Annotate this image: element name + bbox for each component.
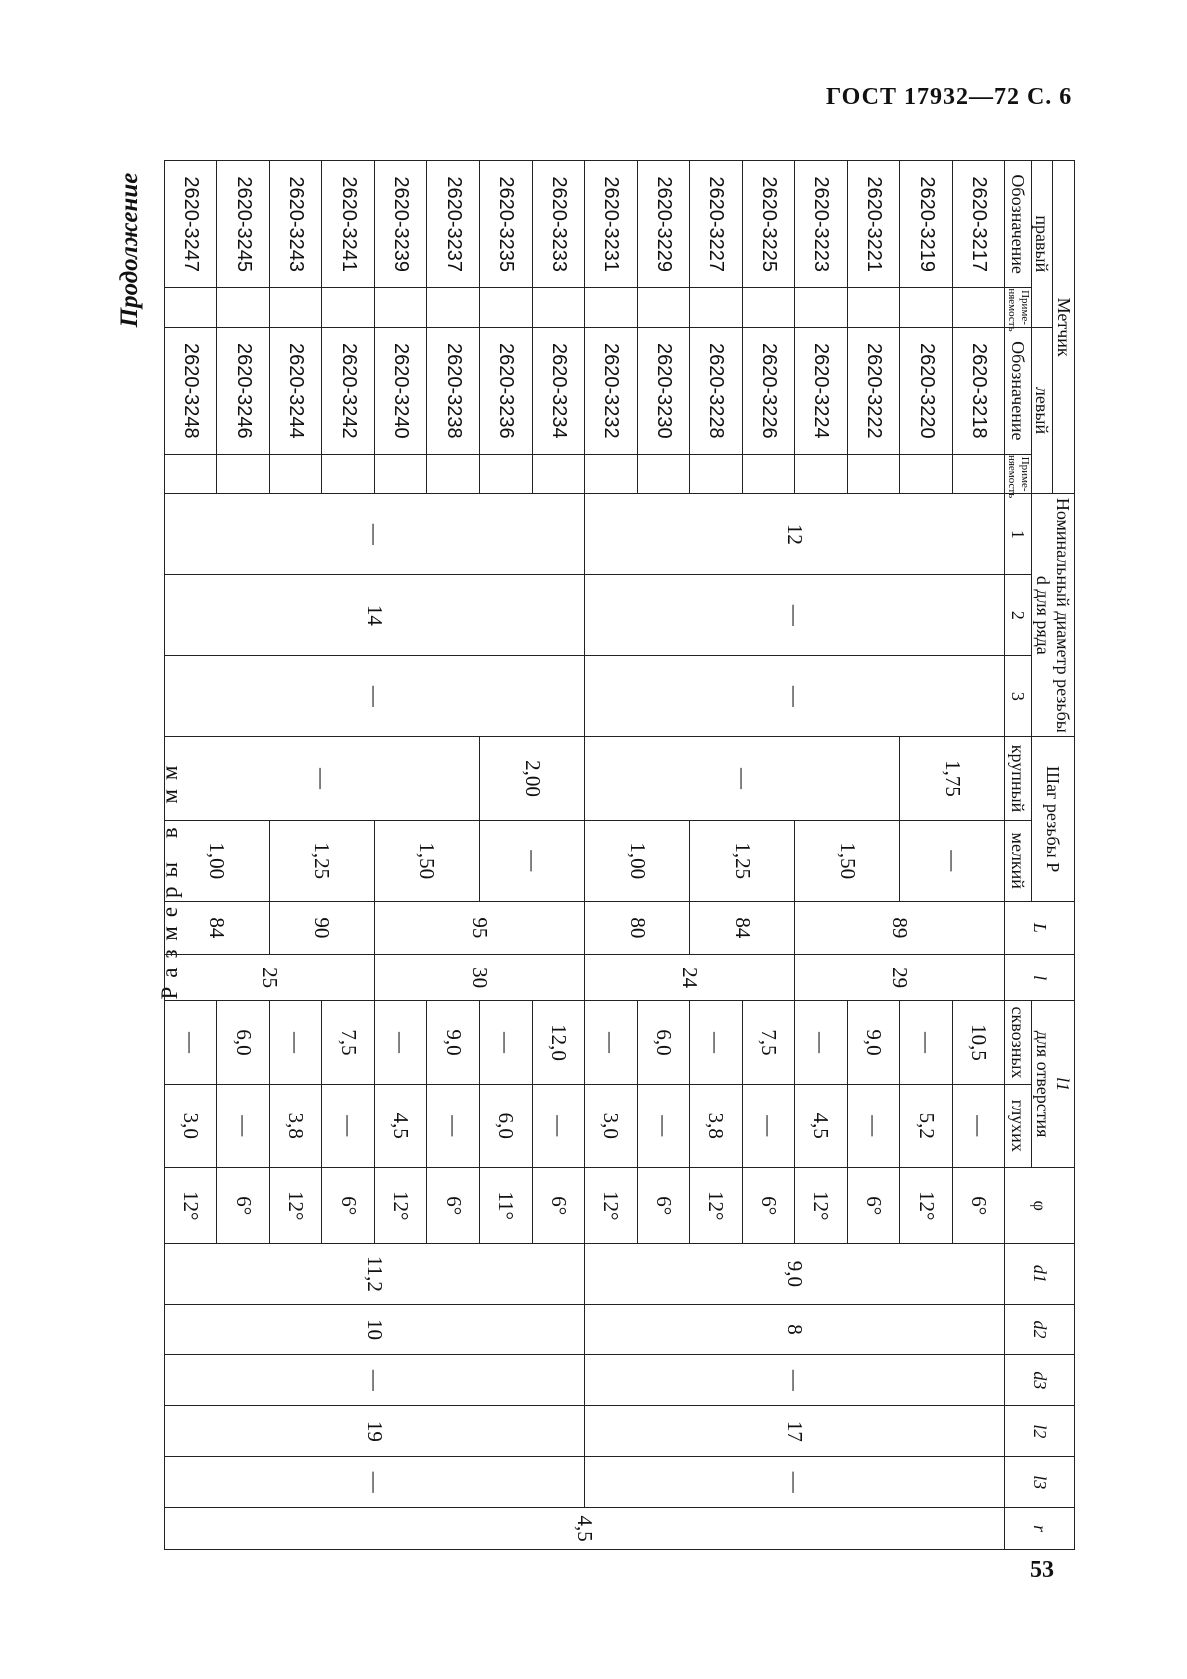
nominal-row2: — <box>585 575 1005 656</box>
pitch-fine: — <box>480 820 585 901</box>
l2-value: 19 <box>164 1406 584 1457</box>
phi-value: 6° <box>952 1167 1005 1243</box>
left-applicability <box>374 454 427 493</box>
left-designation: 2620-3218 <box>952 327 1005 454</box>
l1-blind: 4,5 <box>374 1084 427 1167</box>
right-designation: 2620-3231 <box>585 161 638 288</box>
left-applicability-header: Приме-няемость <box>1005 454 1031 499</box>
table-row <box>952 161 1005 1550</box>
left-applicability <box>164 454 217 493</box>
right-applicability <box>217 288 270 327</box>
right-applicability <box>532 288 585 327</box>
left-applicability <box>742 454 795 493</box>
right-applicability <box>795 288 848 327</box>
right-applicability <box>427 288 480 327</box>
r-value: 4,5 <box>164 1508 1005 1550</box>
right-applicability <box>637 288 690 327</box>
l3-value: — <box>164 1457 584 1508</box>
right-designation: 2620-3243 <box>269 161 322 288</box>
l1-blind: — <box>217 1084 270 1167</box>
right-applicability <box>269 288 322 327</box>
d3-header: d3 <box>1005 1355 1075 1406</box>
l1-through: — <box>480 1001 533 1084</box>
phi-value: 6° <box>427 1167 480 1243</box>
right-applicability <box>742 288 795 327</box>
nominal-row3: — <box>585 656 1005 737</box>
right-designation: 2620-3227 <box>690 161 743 288</box>
left-applicability <box>690 454 743 493</box>
l1-through: 9,0 <box>847 1001 900 1084</box>
l1-blind: — <box>322 1084 375 1167</box>
l3-value: — <box>585 1457 1005 1508</box>
l1-through: 10,5 <box>952 1001 1005 1084</box>
l-value: 29 <box>795 954 1005 1000</box>
right-designation: 2620-3229 <box>637 161 690 288</box>
L-value: 90 <box>269 901 374 954</box>
left-designation: 2620-3224 <box>795 327 848 454</box>
nominal-row1: — <box>164 494 584 575</box>
page-header: ГОСТ 17932—72 С. 6 <box>826 84 1073 110</box>
d2-value: 10 <box>164 1304 584 1355</box>
right-designation: 2620-3247 <box>164 161 217 288</box>
l1-blind: 3,8 <box>269 1084 322 1167</box>
dimensions-table-container <box>179 160 1075 1550</box>
row2-header: 2 <box>1005 575 1031 656</box>
right-applicability <box>374 288 427 327</box>
phi-value: 12° <box>374 1167 427 1243</box>
l-header: l <box>1005 954 1075 1000</box>
pitch-fine: 1,00 <box>585 820 690 901</box>
pitch-fine: 1,25 <box>690 820 795 901</box>
l1-through: — <box>690 1001 743 1084</box>
left-designation: 2620-3226 <box>742 327 795 454</box>
metchik-header: Метчик <box>1053 161 1075 494</box>
left-applicability <box>585 454 638 493</box>
left-designation: 2620-3244 <box>269 327 322 454</box>
phi-value: 12° <box>795 1167 848 1243</box>
continuation-label: Продолжение <box>116 172 143 328</box>
pitch-coarse: 2,00 <box>480 737 585 820</box>
pitch-fine: 1,25 <box>269 820 374 901</box>
right-designation: 2620-3233 <box>532 161 585 288</box>
phi-value: 12° <box>164 1167 217 1243</box>
L-value: 95 <box>374 901 584 954</box>
left-applicability <box>427 454 480 493</box>
phi-value: 6° <box>532 1167 585 1243</box>
l1-blind: — <box>742 1084 795 1167</box>
left-designation: 2620-3246 <box>217 327 270 454</box>
d1-value: 9,0 <box>585 1244 1005 1304</box>
l1-blind: — <box>427 1084 480 1167</box>
phi-value: 12° <box>269 1167 322 1243</box>
left-designation: 2620-3240 <box>374 327 427 454</box>
l1-through: 12,0 <box>532 1001 585 1084</box>
left-applicability <box>480 454 533 493</box>
l2-value: 17 <box>585 1406 1005 1457</box>
nominal-row1: 12 <box>585 494 1005 575</box>
l1-through: 6,0 <box>217 1001 270 1084</box>
L-value: 84 <box>690 901 795 954</box>
l1-symbol: l1 <box>1053 1077 1074 1092</box>
pitch-fine: 1,50 <box>795 820 900 901</box>
d1-header: d1 <box>1005 1244 1075 1304</box>
l1-blind: — <box>532 1084 585 1167</box>
right-designation: 2620-3217 <box>952 161 1005 288</box>
phi-header: φ <box>1005 1167 1075 1243</box>
left-applicability <box>637 454 690 493</box>
left-designation: 2620-3222 <box>847 327 900 454</box>
blind-header: глухих <box>1005 1084 1031 1167</box>
right-designation: 2620-3221 <box>847 161 900 288</box>
right-designation: 2620-3245 <box>217 161 270 288</box>
right-applicability <box>690 288 743 327</box>
left-designation: 2620-3220 <box>900 327 953 454</box>
pitch-coarse: — <box>585 737 900 820</box>
nominal-row3: — <box>164 656 584 737</box>
table-row <box>532 161 585 1550</box>
l1-blind: 3,0 <box>585 1084 638 1167</box>
pitch-fine: — <box>900 820 1005 901</box>
row3-header: 3 <box>1005 656 1031 737</box>
phi-value: 12° <box>585 1167 638 1243</box>
l1-blind: 6,0 <box>480 1084 533 1167</box>
l1-blind: 3,0 <box>164 1084 217 1167</box>
phi-value: 6° <box>637 1167 690 1243</box>
right-applicability <box>322 288 375 327</box>
l2-header: l2 <box>1005 1406 1075 1457</box>
left-applicability <box>900 454 953 493</box>
left-applicability <box>269 454 322 493</box>
left-applicability <box>847 454 900 493</box>
phi-value: 11° <box>480 1167 533 1243</box>
d3-value: — <box>164 1355 584 1406</box>
l1-blind: — <box>637 1084 690 1167</box>
phi-value: 12° <box>900 1167 953 1243</box>
left-designation: 2620-3236 <box>480 327 533 454</box>
left-applicability <box>952 454 1005 493</box>
phi-value: 6° <box>742 1167 795 1243</box>
table-body <box>164 161 1005 1550</box>
l-value: 30 <box>374 954 584 1000</box>
l1-through: 6,0 <box>637 1001 690 1084</box>
phi-value: 6° <box>847 1167 900 1243</box>
left-designation: 2620-3238 <box>427 327 480 454</box>
right-designation: 2620-3223 <box>795 161 848 288</box>
nominal-row2: 14 <box>164 575 584 656</box>
left-designation: 2620-3232 <box>585 327 638 454</box>
r-header: r <box>1005 1508 1075 1550</box>
pitch-header: Шаг резьбы P <box>1031 737 1074 901</box>
l1-through: 9,0 <box>427 1001 480 1084</box>
phi-value: 6° <box>322 1167 375 1243</box>
left-applicability <box>532 454 585 493</box>
L-value: 84 <box>164 901 269 954</box>
coarse-header: крупный <box>1005 737 1031 820</box>
l1-through: — <box>374 1001 427 1084</box>
d2-header: d2 <box>1005 1304 1075 1355</box>
right-designation: 2620-3239 <box>374 161 427 288</box>
through-header: сквозных <box>1005 1001 1031 1084</box>
l-value: 24 <box>585 954 795 1000</box>
l1-through: 7,5 <box>322 1001 375 1084</box>
right-designation-header: Обозначение <box>1005 161 1031 288</box>
l1-subheader: для отверстия <box>1032 1030 1053 1138</box>
pitch-coarse: — <box>164 737 479 820</box>
left-designation: 2620-3242 <box>322 327 375 454</box>
right-applicability <box>952 288 1005 327</box>
l1-through: — <box>269 1001 322 1084</box>
right-designation: 2620-3241 <box>322 161 375 288</box>
l-value: 25 <box>164 954 374 1000</box>
l3-header: l3 <box>1005 1457 1075 1508</box>
left-designation: 2620-3234 <box>532 327 585 454</box>
l1-blind: — <box>952 1084 1005 1167</box>
nominal-diameter-header: Номинальный диаметр резьбы d для ряда <box>1031 494 1074 737</box>
l1-through: 7,5 <box>742 1001 795 1084</box>
l1-through: — <box>900 1001 953 1084</box>
d2-value: 8 <box>585 1304 1005 1355</box>
right-applicability <box>847 288 900 327</box>
right-designation: 2620-3219 <box>900 161 953 288</box>
left-designation: 2620-3228 <box>690 327 743 454</box>
right-applicability-header: Приме-няемость <box>1005 288 1031 332</box>
fine-header: мелкий <box>1005 820 1031 901</box>
l1-through: — <box>795 1001 848 1084</box>
page-number: 53 <box>1030 1557 1054 1583</box>
left-designation-header: Обозначение <box>1005 327 1031 454</box>
l1-through: — <box>164 1001 217 1084</box>
pitch-fine: 1,50 <box>374 820 479 901</box>
row1-header: 1 <box>1005 494 1031 575</box>
right-designation: 2620-3225 <box>742 161 795 288</box>
d1-value: 11,2 <box>164 1244 584 1304</box>
left-designation: 2620-3230 <box>637 327 690 454</box>
d3-value: — <box>585 1355 1005 1406</box>
dimensions-caption: Размеры в мм <box>157 756 182 1000</box>
right-applicability <box>480 288 533 327</box>
phi-value: 6° <box>217 1167 270 1243</box>
left-applicability <box>217 454 270 493</box>
l1-blind: — <box>847 1084 900 1167</box>
left-applicability <box>322 454 375 493</box>
l1-blind: 3,8 <box>690 1084 743 1167</box>
L-value: 80 <box>585 901 690 954</box>
pitch-fine: 1,00 <box>164 820 269 901</box>
right-header: правый <box>1031 161 1053 328</box>
l1-through: — <box>585 1001 638 1084</box>
l1-blind: 4,5 <box>795 1084 848 1167</box>
left-applicability <box>795 454 848 493</box>
right-applicability <box>164 288 217 327</box>
pitch-coarse: 1,75 <box>900 737 1005 820</box>
dimensions-table <box>164 160 1075 1550</box>
right-designation: 2620-3235 <box>480 161 533 288</box>
left-designation: 2620-3248 <box>164 327 217 454</box>
phi-value: 12° <box>690 1167 743 1243</box>
right-designation: 2620-3237 <box>427 161 480 288</box>
right-applicability <box>585 288 638 327</box>
l1-header <box>1031 1001 1074 1168</box>
L-value: 89 <box>795 901 1005 954</box>
left-header: левый <box>1031 327 1053 494</box>
L-header: L <box>1005 901 1075 954</box>
right-applicability <box>900 288 953 327</box>
l1-blind: 5,2 <box>900 1084 953 1167</box>
